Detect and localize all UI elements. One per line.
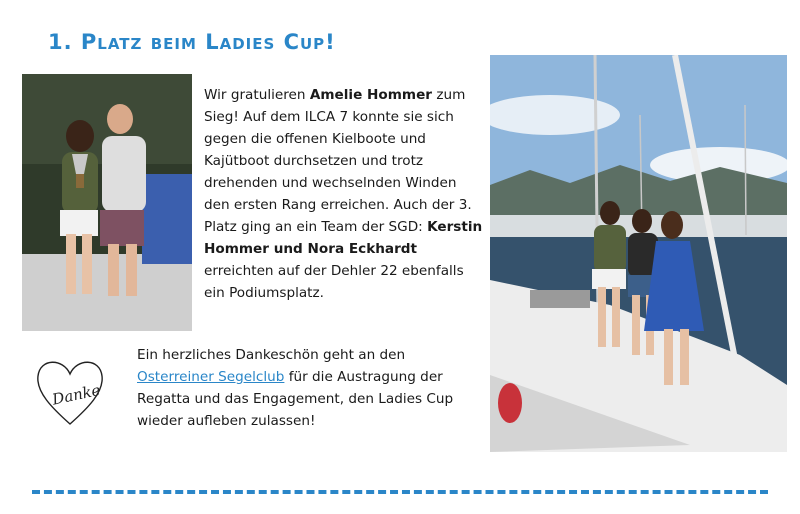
club-link[interactable]: Osterreiner Segelclub — [137, 369, 285, 385]
winner-name: Amelie Hommer — [309, 87, 432, 103]
intro-text-3: erreichten auf der Dehler 22 ebenfalls ein Podiumsplatz. — [204, 263, 464, 301]
heart-word: Danke — [50, 380, 102, 409]
thanks-text-2: für die Austragung der Regatta und das Engagement, den Ladies Cup wieder aufleben zulassen! — [137, 369, 454, 429]
page-title: 1. Platz beim Ladies Cup! — [48, 30, 336, 54]
thanks-paragraph — [137, 344, 479, 432]
intro-text-2: zum Sieg! Auf dem ILCA 7 konnte sie sich gegen die offenen Kielboote und Kajütboot durchsetzen und trotz drehenden und wechselnden Winden den ersten Rang erreichen. Auch der 3. Platz ging an ein Team der SGD: — [204, 87, 472, 235]
sailboat-photo — [490, 55, 787, 452]
winner-photo — [22, 74, 192, 331]
section-divider — [32, 490, 768, 494]
intro-text-1: Wir gratulieren — [204, 87, 310, 103]
thanks-text-1: Ein herzliches Dankeschön geht an den — [137, 347, 406, 363]
intro-paragraph — [204, 84, 486, 304]
team-names: Kerstin Hommer und Nora Eckhardt — [204, 219, 483, 257]
heart-icon — [30, 352, 110, 430]
